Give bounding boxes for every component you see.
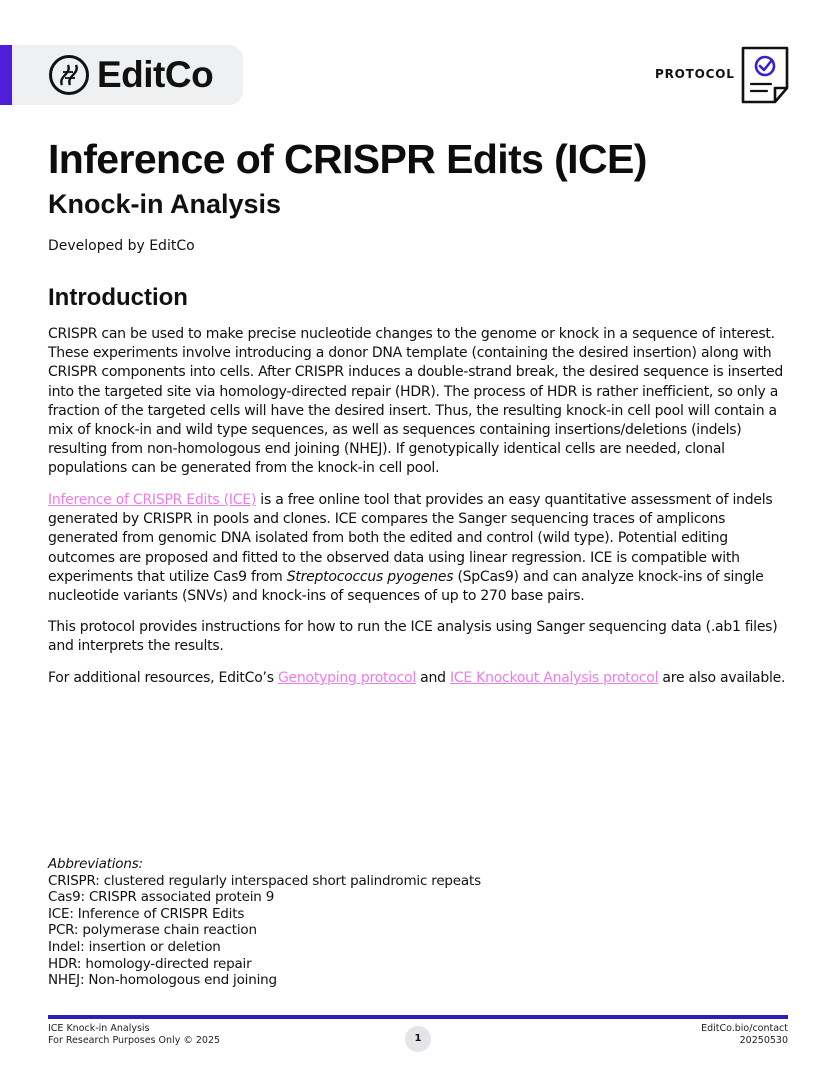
brand-name: EditCo (97, 54, 214, 95)
page-number-badge: 1 (405, 1026, 431, 1052)
abbreviation-item: Cas9: CRISPR associated protein 9 (48, 889, 275, 906)
intro-paragraph-2-text-a: is a free online tool that provides an easy quantitative assessment of indels generated by CRISPR in pools and clones. ICE compares the Sanger sequencing traces of amplicons generated from genomic DNA isolated from both the edited and control (wild type). Potential editing outcomes are proposed and fitted to the observed data using linear regression. ICE is compatible with experiments that utilize Cas9 from (48, 492, 773, 585)
intro-paragraph-1: CRISPR can be used to make precise nucleotide changes to the genome or knock in a sequence of interest. These experiments involve introducing a donor DNA template (containing the desired insertion) along with CRISPR components into cells. After CRISPR induces a double-strand break, the desired sequence is inserted into the targeted site via homology-directed repair (HDR). The process of HDR is rather inefficient, so only a fraction of the targeted cells will have the desired insert. Thus, the resulting knock-in cell pool will contain a mix of knock-in and wild type sequences, as well as sequences containing insertions/deletions (indels) resulting from non-homologous end joining (NHEJ). If genotypically identical cells are needed, clonal populations can be generated from the knock-in cell pool. (48, 326, 784, 477)
introduction-heading: Introduction (48, 284, 188, 311)
abbreviations-title: Abbreviations: (48, 856, 143, 872)
protocol-document-check-icon (741, 46, 790, 104)
intro-paragraph-4-text-a: For additional resources, EditCo’s (48, 670, 278, 686)
intro-paragraph-2 (48, 491, 793, 606)
page-subtitle: Knock-in Analysis (48, 189, 282, 219)
developed-by: Developed by EditCo (48, 238, 195, 254)
intro-paragraph-4-text-b: and (415, 670, 450, 686)
footer-divider (48, 1015, 788, 1019)
footer-copyright: For Research Purposes Only © 2025 (48, 1035, 221, 1046)
intro-paragraph-4-text-c: are also available. (658, 670, 786, 686)
species-name: Streptococcus pyogenes (286, 568, 454, 585)
abbreviation-item: HDR: homology-directed repair (48, 955, 252, 972)
doc-type-label: PROTOCOL (655, 67, 735, 81)
footer-doc-name: ICE Knock-in Analysis (48, 1023, 150, 1034)
page-title: Inference of CRISPR Edits (ICE) (48, 136, 647, 182)
abbreviations-list (48, 856, 481, 989)
editco-logo-icon (48, 54, 90, 96)
abbreviation-item: ICE: Inference of CRISPR Edits (48, 905, 245, 922)
abbreviation-item: CRISPR: clustered regularly interspaced short palindromic repeats (48, 872, 481, 889)
footer-doc-date: 20250530 (739, 1035, 788, 1046)
intro-paragraph-4 (48, 669, 793, 688)
footer-right (701, 1023, 788, 1047)
intro-paragraph-3: This protocol provides instructions for how to run the ICE analysis using Sanger sequencing data (.ab1 files) and interprets the results. (48, 619, 778, 655)
footer-contact: EditCo.bio/contact (701, 1023, 788, 1034)
intro-paragraph-2-text-b: (SpCas9) and can analyze knock-ins of single nucleotide variants (SNVs) and knock-ins of sequences of up to 270 base pairs. (48, 568, 764, 605)
ice-tool-link[interactable]: Inference of CRISPR Edits (ICE) (48, 492, 257, 508)
abbreviation-item: NHEJ: Non-homologous end joining (48, 972, 277, 989)
abbreviation-item: Indel: insertion or deletion (48, 938, 221, 955)
ice-knockout-protocol-link[interactable]: ICE Knockout Analysis protocol (449, 670, 659, 686)
logo-accent-stripe (0, 45, 12, 105)
abbreviation-item: PCR: polymerase chain reaction (48, 922, 257, 939)
footer-left (48, 1023, 220, 1047)
genotyping-protocol-link[interactable]: Genotyping protocol (277, 670, 416, 686)
